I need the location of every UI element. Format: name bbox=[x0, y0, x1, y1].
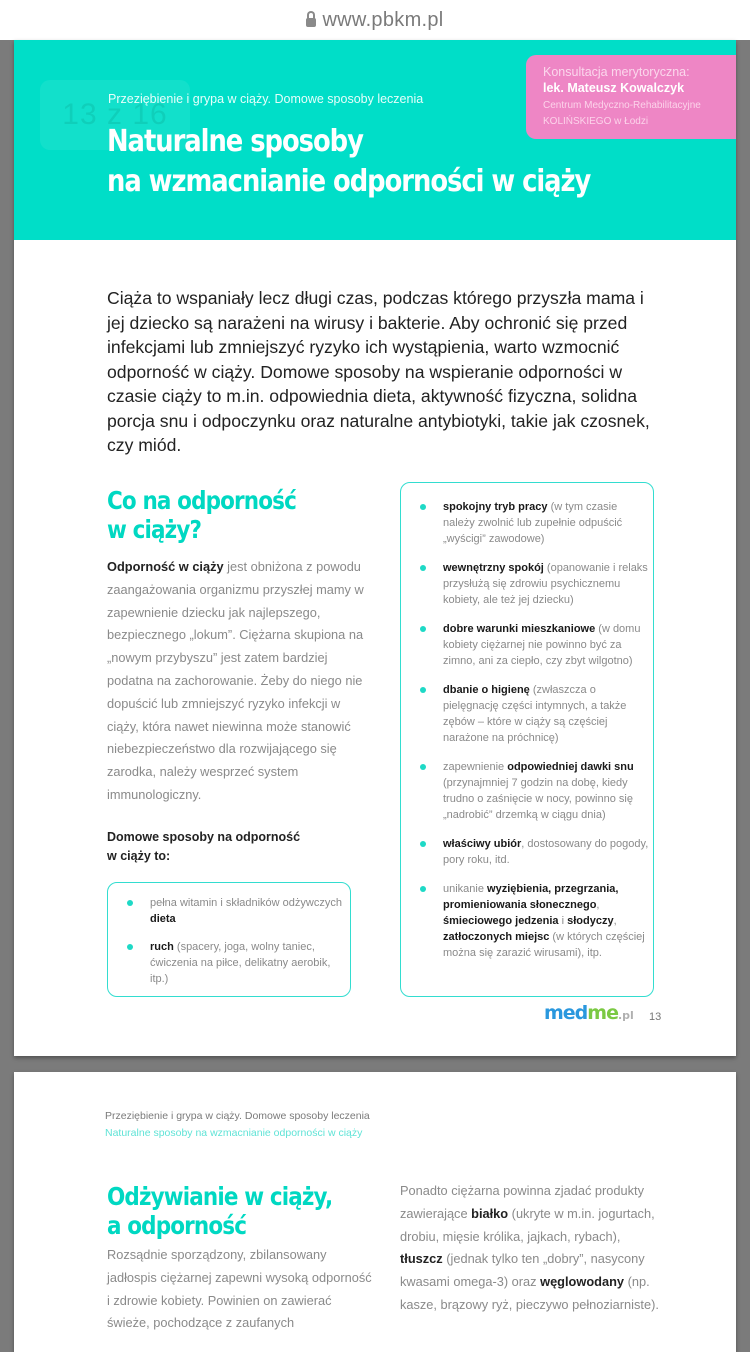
list-item bbox=[418, 682, 649, 746]
address-bar[interactable] bbox=[0, 0, 750, 40]
bullet-icon bbox=[420, 504, 426, 510]
section-heading-line2: a odporność bbox=[107, 1211, 247, 1240]
list-item-bold: właściwy ubiór bbox=[443, 838, 522, 850]
section-heading bbox=[107, 486, 296, 544]
consultation-center-line2: KOLIŃSKIEGO w Łodzi bbox=[543, 116, 649, 127]
lock-icon bbox=[306, 18, 316, 27]
paragraph-bold: białko bbox=[471, 1205, 509, 1221]
list-item-text: i bbox=[558, 915, 568, 927]
list-item-bold: dieta bbox=[150, 913, 176, 925]
list-item-bold: odpowiedniej dawki snu bbox=[507, 761, 634, 773]
remedies-list-box-right bbox=[400, 482, 654, 997]
immunity-paragraph-bold: Odporność w ciąży bbox=[107, 559, 224, 574]
list-item bbox=[125, 895, 342, 927]
list-item-text: zapewnienie bbox=[443, 761, 508, 773]
list-item-bold: spokojny tryb pracy bbox=[443, 501, 548, 513]
breadcrumb: Przeziębienie i grypa w ciąży. Domowe sposoby leczenia bbox=[105, 1110, 370, 1122]
consultation-doctor: lek. Mateusz Kowalczyk bbox=[543, 81, 685, 95]
list-item-text: (opanowanie i relaks przysłużą się zdrowiu psychicznemu kobiety, ale też jej dziecku) bbox=[443, 562, 648, 606]
home-remedies-heading-line1: Domowe sposoby na odporność bbox=[107, 830, 301, 844]
bullet-icon bbox=[420, 626, 426, 632]
list-item bbox=[418, 560, 649, 608]
list-item-text: , bbox=[613, 915, 617, 927]
list-item-bold: zatłoczonych miejsc bbox=[443, 931, 550, 943]
list-item-text: (w tym czasie należy zwolnić lub zupełnie odpuścić „wyścigi” zawodowe) bbox=[443, 501, 623, 545]
consultation-box bbox=[526, 55, 736, 139]
lead-paragraph: Ciąża to wspaniały lecz długi czas, podczas którego przyszła mama i jej dziecko są narażeni na wirusy i bakterie. Aby ochronić się przed infekcjami lub zmniejszyć ryzyko ich wystąpienia, warto wzmocnić odporność w ciąży. Domowe sposoby na wspieranie odporności w czasie ciąży to m.in. odpowiednia dieta, aktywność fizyczna, solidna porcja snu i odpoczynku oraz naturalne antybiotyki, takie jak czosnek, czy miód. bbox=[107, 288, 650, 455]
page-indicator-text: 13 z 16 bbox=[62, 98, 168, 131]
paragraph-text: (ukryte w m.in. jogurtach, drobiu, mięsie królika, jajkach, rybach), bbox=[400, 1205, 655, 1244]
list-item-text: (w których częściej można się zarazić wirusami), itp. bbox=[443, 931, 645, 959]
nutrition-paragraph-left: Rozsądnie sporządzony, zbilansowany jadłospis ciężarnej zapewni wysoką odporność i zdrowie kobiety. Powinien on zawierać świeże, pochodzące z zaufanych bbox=[107, 1247, 372, 1331]
home-remedies-heading-line2: w ciąży to: bbox=[107, 849, 171, 863]
section-heading bbox=[107, 1182, 332, 1240]
page-header-banner bbox=[14, 40, 736, 240]
bullet-icon bbox=[127, 944, 133, 950]
immunity-paragraph bbox=[107, 556, 367, 807]
list-item-text: (zwłaszcza o pielęgnację części intymnych, a także zębów – które w ciąży są częściej narażone na próchnicę) bbox=[443, 684, 627, 744]
list-item-bold: wewnętrzny spokój bbox=[443, 562, 544, 574]
list-item-bold: śmieciowego jedzenia bbox=[443, 915, 559, 927]
list-item bbox=[418, 621, 649, 669]
section-heading-line2: w ciąży? bbox=[107, 515, 202, 544]
breadcrumb: Przeziębienie i grypa w ciąży. Domowe sposoby leczenia bbox=[108, 92, 424, 106]
list-item-bold: dobre warunki mieszkaniowe bbox=[443, 623, 596, 635]
list-item-text: pełna witamin i składników odżywczych bbox=[150, 897, 342, 909]
paragraph-text: Ponadto ciężarna powinna zjadać produkty zawierające bbox=[400, 1183, 645, 1221]
list-item-bold: wyziębienia, przegrzania, promieniowania słonecznego bbox=[443, 883, 619, 911]
section-heading-line1: Odżywianie w ciąży, bbox=[107, 1182, 333, 1211]
consultation-center bbox=[543, 98, 736, 130]
logo-part-me: me bbox=[587, 1002, 618, 1024]
document-page-14 bbox=[14, 1072, 736, 1352]
paragraph-text: (np. kasze, brązowy ryż, pieczywo pełnoziarniste). bbox=[400, 1274, 659, 1312]
list-item-text: unikanie bbox=[443, 883, 488, 895]
list-item-text: (przynajmniej 7 godzin na dobę, kiedy trudno o zaśnięcie w nocy, powinno się „nadrobić” drzemką w ciągu dnia) bbox=[443, 777, 633, 821]
page-title-line2: na wzmacnianie odporności w ciąży bbox=[107, 164, 591, 199]
page-title-line1: Naturalne sposoby bbox=[107, 124, 363, 159]
logo-part-med: med bbox=[544, 1002, 588, 1024]
page-indicator bbox=[40, 80, 190, 150]
immunity-paragraph-text: jest obniżona z powodu zaangażowania organizmu przyszłej mamy w zapewnienie dziecku jak najlepszego, bezpiecznego „lokum”. Ciężarna skupiona na „nowym przybyszu” jest zatem bardziej podatna na zachorowanie. Żeby do niego nie dopuścić lub zmniejszyć ryzyko infekcji w ciąży, która nawet niewinna może stanowić niebezpieczeństwo dla rozwijającego się zarodka, należy wesprzeć system immunologiczny. bbox=[107, 559, 364, 802]
nutrition-paragraph-right bbox=[400, 1180, 660, 1317]
paragraph-bold: tłuszcz bbox=[400, 1251, 443, 1267]
consultation-center-line1: Centrum Medyczno-Rehabilitacyjne bbox=[543, 100, 701, 111]
section-heading-line1: Co na odporność bbox=[107, 486, 296, 515]
breadcrumb-subtitle: Naturalne sposoby na wzmacnianie odporności w ciąży bbox=[105, 1127, 363, 1139]
url-text[interactable]: www.pbkm.pl bbox=[322, 8, 444, 31]
list-item-bold: słodyczy bbox=[567, 915, 614, 927]
paragraph-text: (jednak tylko ten „dobry”, nasycony kwasami omega-3) oraz bbox=[400, 1251, 645, 1290]
list-item bbox=[418, 881, 649, 961]
bullet-icon bbox=[127, 900, 133, 906]
list-item-text: , bbox=[596, 899, 600, 911]
list-item bbox=[418, 836, 649, 868]
bullet-icon bbox=[420, 565, 426, 571]
list-item-bold: ruch bbox=[150, 941, 174, 953]
list-item-text: , dostosowany do pogody, pory roku, itd. bbox=[443, 838, 649, 866]
list-item-text: (spacery, joga, wolny taniec, ćwiczenia na piłce, delikatny aerobik, itp.) bbox=[150, 941, 331, 985]
list-item bbox=[125, 939, 342, 987]
list-item-text: (w domu kobiety ciężarnej nie powinno być za zimno, ani za ciepło, czy zbyt wilgotno) bbox=[443, 623, 641, 667]
bullet-icon bbox=[420, 886, 426, 892]
list-item bbox=[418, 759, 649, 823]
remedies-list-box-left bbox=[107, 882, 351, 997]
medme-logo bbox=[544, 1002, 634, 1024]
bullet-icon bbox=[420, 687, 426, 693]
page-number: 13 bbox=[649, 1011, 662, 1023]
list-item-bold: dbanie o higienę bbox=[443, 684, 530, 696]
paragraph-bold: węglowodany bbox=[540, 1274, 625, 1290]
logo-part-pl: .pl bbox=[617, 1009, 634, 1022]
list-item bbox=[418, 499, 649, 547]
bullet-icon bbox=[420, 764, 426, 770]
consultation-label: Konsultacja merytoryczna: bbox=[543, 65, 690, 79]
document-page-13 bbox=[14, 40, 736, 1056]
bullet-icon bbox=[420, 841, 426, 847]
home-remedies-heading bbox=[107, 828, 347, 866]
